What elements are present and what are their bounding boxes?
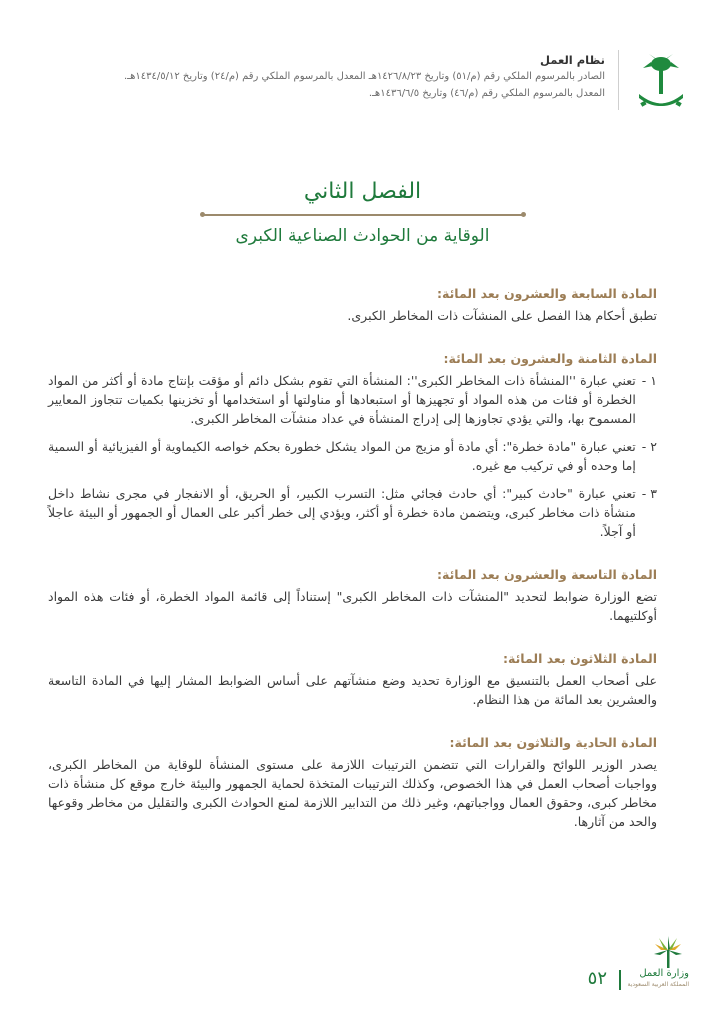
article-heading: المادة الثامنة والعشرون بعد المائة: xyxy=(443,351,657,366)
definition-item xyxy=(48,437,657,475)
articles-content xyxy=(48,284,657,855)
chapter-divider xyxy=(202,214,524,216)
law-title: نظام العمل xyxy=(540,53,605,67)
article-body: تطبق أحكام هذا الفصل على المنشآت ذات المخاطر الكبرى. xyxy=(347,308,657,323)
item-text: تعني عبارة "مادة خطرة": أي مادة أو مزيج من المواد يشكل خطورة بحكم خواصه الكيماوية أو الفيزيائية أو السمية إما وحده أو في تركيب مع غيره. xyxy=(48,439,636,473)
article-heading: المادة الحادية والثلاثون بعد المائة: xyxy=(449,735,657,750)
article-130 xyxy=(48,649,657,709)
item-number: ٢ - xyxy=(641,439,657,454)
ministry-subtitle: المملكة العربية السعودية xyxy=(627,981,689,988)
article-heading: المادة السابعة والعشرون بعد المائة: xyxy=(436,286,657,301)
article-heading: المادة التاسعة والعشرون بعد المائة: xyxy=(437,567,657,582)
divider-dot-right xyxy=(521,212,526,217)
item-text: تعني عبارة ''المنشأة ذات المخاطر الكبرى'': المنشأة التي تقوم بشكل دائم أو مؤقت بإنتاج مادة أو أكثر من المواد الخطرة أو فئات من هذه المواد أو تجهيزها أو استبعادها أو مناولتها أو استخدامها أو تخزينها بكميات تتجاوز المعايير المسموح بها، والتي يؤدي تجاوزها إلى إدراج المنشأة في عداد منشآت المخاطر الكبرى. xyxy=(48,373,636,426)
definition-item xyxy=(48,484,657,541)
article-heading: المادة الثلاثون بعد المائة: xyxy=(503,651,657,666)
ministry-logo-icon xyxy=(651,936,685,970)
page-number: ٥٢ xyxy=(587,968,607,989)
saudi-emblem-icon xyxy=(633,52,689,116)
chapter-subtitle: الوقاية من الحوادث الصناعية الكبرى xyxy=(235,226,490,246)
article-128 xyxy=(48,349,657,541)
article-body: تضع الوزارة ضوابط لتحديد "المنشآت ذات المخاطر الكبرى" إستناداً إلى قائمة المواد الخطرة، أو فئات هذه المواد أوكلتيهما. xyxy=(48,589,657,623)
chapter-title: الفصل الثاني xyxy=(303,179,422,204)
article-body: على أصحاب العمل بالتنسيق مع الوزارة تحديد وضع منشآتهم على أساس الضوابط المشار إليها في المادة التاسعة والعشرين بعد المائة من هذا النظام. xyxy=(48,673,657,707)
chapter-heading xyxy=(0,176,725,250)
divider-dot-left xyxy=(200,212,205,217)
article-129 xyxy=(48,565,657,625)
ministry-name: وزارة العمل xyxy=(639,968,689,979)
article-131 xyxy=(48,733,657,831)
item-text: تعني عبارة "حادث كبير": أي حادث فجائي مثل: التسرب الكبير، أو الحريق، أو الانفجار في مجرى نشاط داخل منشأة ذات مخاطر كبرى، ويتضمن مادة خطرة أو أكثر، ويؤدي إلى خطر أكبر على العمال أو الجمهور أو البيئة عاجلاً أو آجلاً. xyxy=(48,486,636,539)
law-reference xyxy=(40,52,605,102)
document-header xyxy=(0,44,725,124)
item-number: ٣ - xyxy=(641,486,657,501)
header-divider xyxy=(618,50,619,110)
definition-item xyxy=(48,371,657,428)
footer-divider xyxy=(619,970,621,990)
law-issuance-line: الصادر بالمرسوم الملكي رقم (م/٥١) وتاريخ ١٤٢٦/٨/٢٣هـ المعدل بالمرسوم الملكي رقم (م/٢٤) وتاريخ ١٤٣٤/٥/١٢هـ. xyxy=(123,71,605,82)
article-body: يصدر الوزير اللوائح والقرارات التي تتضمن الترتيبات اللازمة على مستوى المنشأة للوقاية من المخاطر الكبرى، وواجبات أصحاب العمل في هذا الخصوص، وكذلك الترتيبات المتخذة لحماية الجمهور والبيئة خارج موقع كل منشأة ذات مخاطر كبرى، وحقوق العمال وواجباتهم، وغير ذلك من التدابير اللازمة لمنع الحوادث الكبرى والتقليل من مخاطر وقوعها والحد من آثارها. xyxy=(48,757,657,829)
item-number: ١ - xyxy=(641,373,657,388)
page-footer xyxy=(519,936,689,996)
law-amendment-line: المعدل بالمرسوم الملكي رقم (م/٤٦) وتاريخ ١٤٣٦/٦/٥هـ. xyxy=(368,88,605,99)
article-127 xyxy=(48,284,657,325)
